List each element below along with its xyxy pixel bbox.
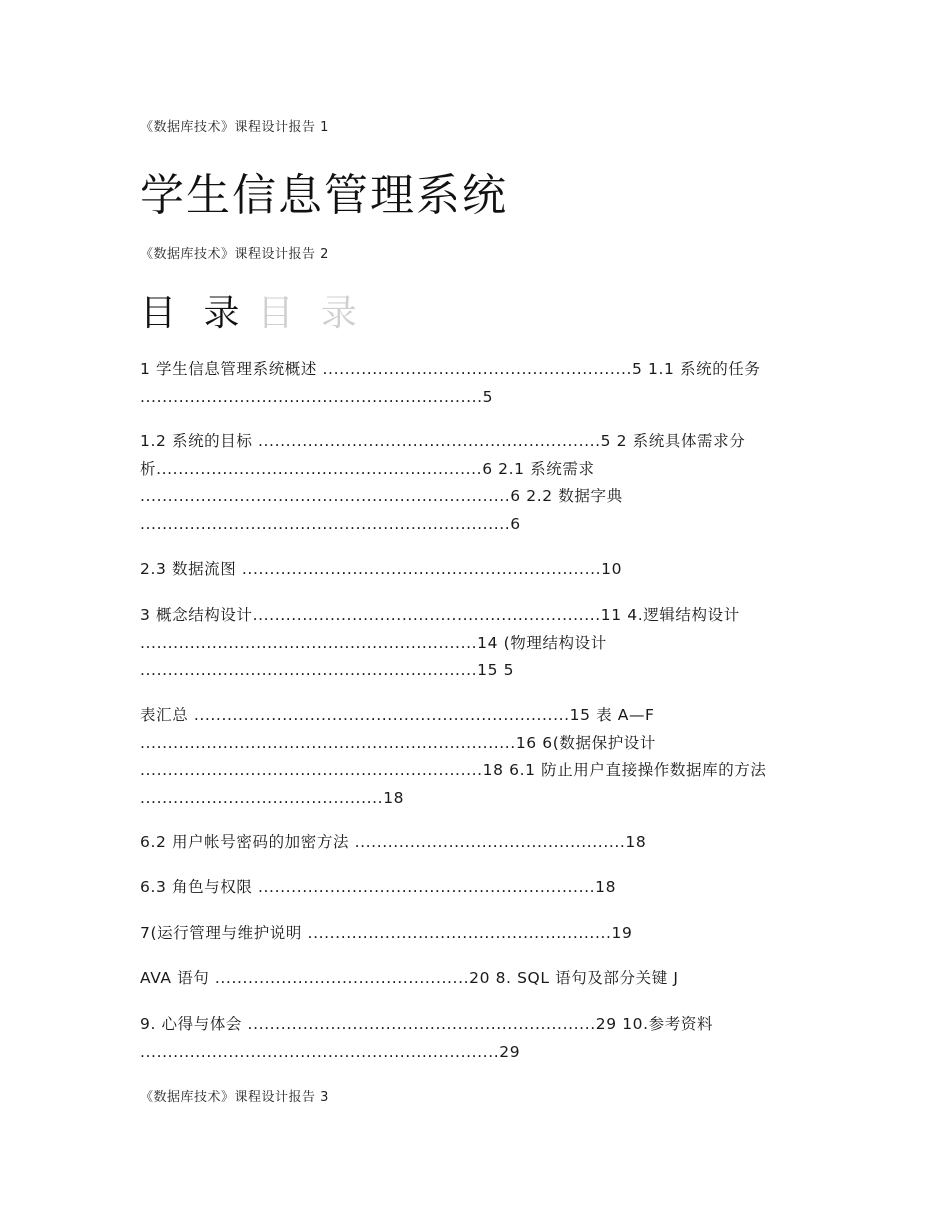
- toc-heading-text: 目 录: [140, 293, 248, 334]
- toc-entry: 2.3 数据流图 .................................................................10: [140, 560, 623, 578]
- toc-entry: 1 学生信息管理系统概述 ........................................................5 1.1 系统的任务 ..............................................................5: [140, 360, 767, 406]
- page-header-1: 《数据库技术》课程设计报告 1: [140, 120, 329, 135]
- toc-heading: [140, 290, 365, 338]
- page-header-2: 《数据库技术》课程设计报告 2: [140, 247, 329, 262]
- toc-entry: 6.3 角色与权限 .............................................................18: [140, 878, 617, 896]
- toc-entry: 9. 心得与体会 ...............................................................29 10.参考资料 .................................................................29: [140, 1015, 719, 1061]
- toc-entry: 表汇总 ....................................................................15 表 A—F ....................................................................16 6(数据保护设计 ..............................................................18 6.1 防止用户直接操作数据库的方法 ............................................18: [140, 706, 773, 807]
- toc-entry: 6.2 用户帐号密码的加密方法 .................................................18: [140, 833, 647, 851]
- toc-heading-ghost-text: 目 录: [257, 293, 365, 334]
- toc-entry: 7(运行管理与维护说明 .......................................................19: [140, 924, 633, 942]
- toc-entry: AVA 语句 ..............................................20 8. SQL 语句及部分关键 J: [140, 969, 679, 987]
- document-title: 学生信息管理系统: [140, 170, 508, 221]
- page-header-3: 《数据库技术》课程设计报告 3: [140, 1090, 329, 1105]
- toc-entry: 1.2 系统的目标 ..............................................................5 2 系统具体需求分析...........................................................6 2.1 系统需求 ...................................................................6 2.2 数据字典 ...................................................................6: [140, 432, 746, 533]
- toc-entry: 3 概念结构设计...............................................................11 4.逻辑结构设计 .............................................................14 (物理结构设计 .............................................................15 5: [140, 606, 746, 679]
